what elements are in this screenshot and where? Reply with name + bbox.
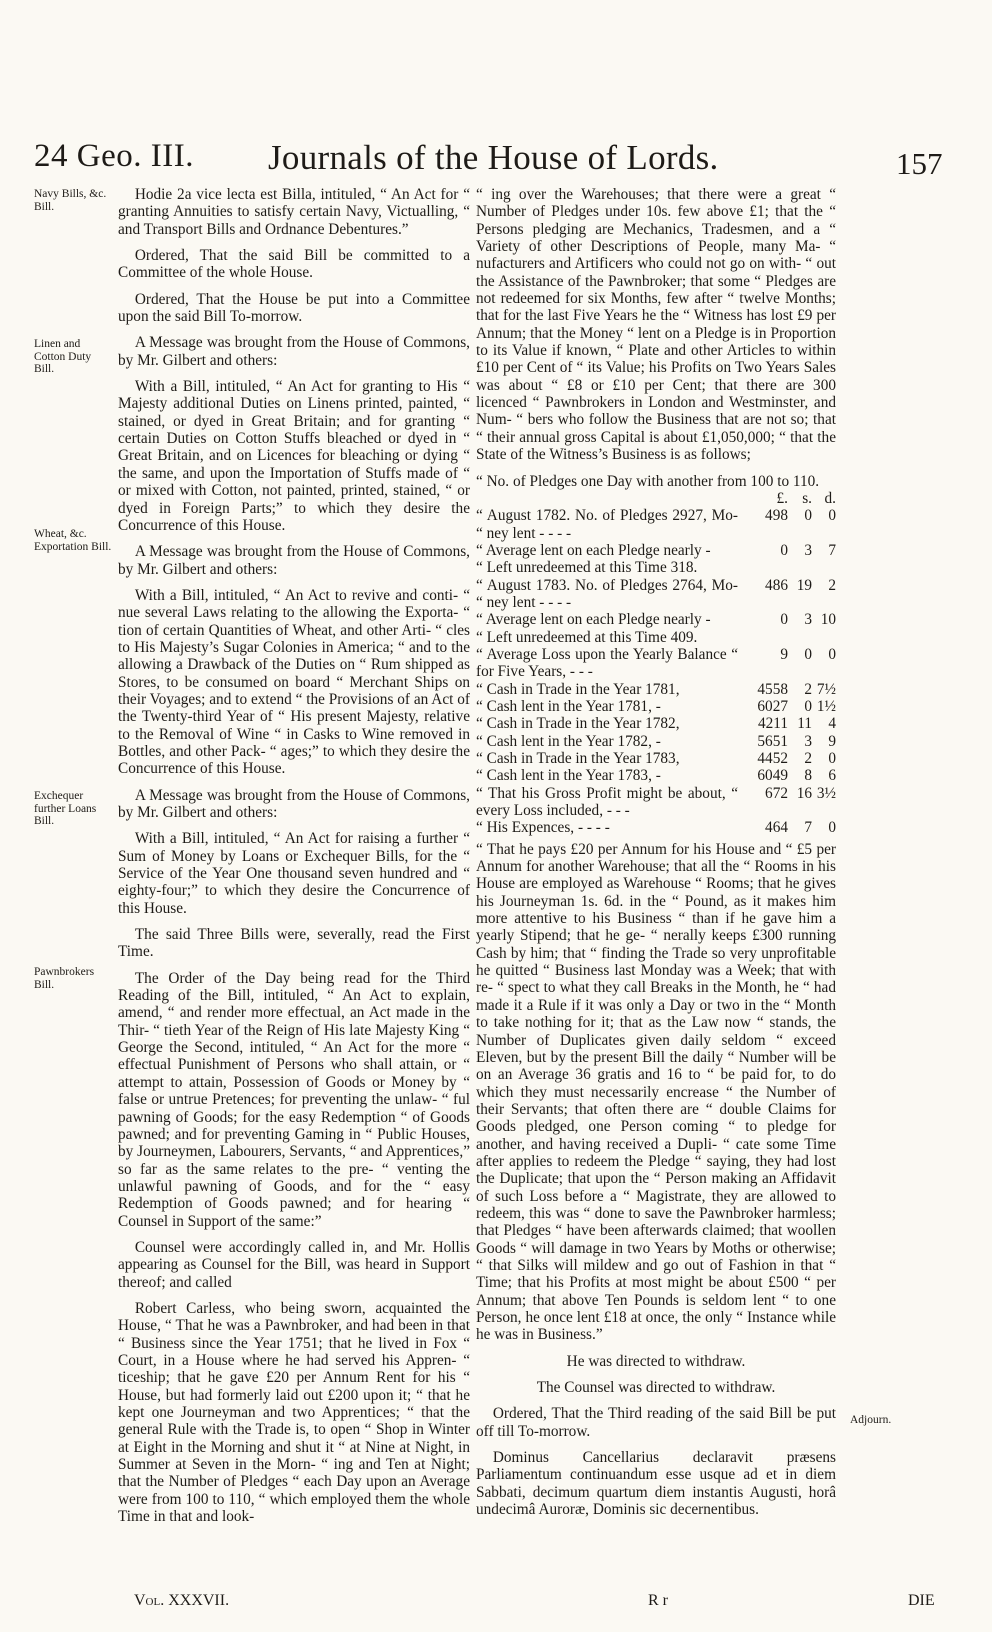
shillings-cell [788, 559, 812, 576]
paragraph: With a Bill, intituled, “ An Act for granting to His “ Majesty additional Duties on Linens printed, painted, “ stained, or dyed in Great Britain; and for granting “ certain Duties on Cotton Stuffs bleached or dyed in “ Great Britain, and on Licences for bleaching or dying “ the same, and upon the Importation of Stuffs made of “ or mixed with Cotton, not painted, printed, stained, “ or dyed in Foreign Parts;” to which they desire the Concurrence of this House. [118, 378, 470, 534]
paragraph: Counsel were accordingly called in, and Mr. Hollis appearing as Counsel for the Bill, was heard in Support thereof; and called [118, 1238, 470, 1291]
account-row [476, 733, 836, 750]
withdraw-line: He was directed to withdraw. [566, 1352, 746, 1370]
volume-label: Vol. XXXVII. [134, 1592, 230, 1609]
pounds-cell [738, 629, 788, 646]
account-table [476, 490, 836, 837]
pounds-cell: 486 [765, 576, 788, 594]
running-header-left: 24 Geo. III. [34, 138, 194, 174]
shillings-cell: 3 [804, 732, 812, 750]
paragraph: “ ing over the Warehouses; that there were a great “ Number of Pledges under 10s. few above £1; that the “ Persons pledging are Mechanics, Tradesmen, and a “ Variety of other Descriptions of People, many Ma- “ nufacturers and Artificers who could not go on with- “ out the Assistance of the Pawnbroker; that some “ Pledges are not redeemed for six Months, few after “ twelve Months; that for the last Five Years he the “ Witness has lost £9 per Annum; that the Money “ lent on a Pledge is in Proportion to its Value if known, “ Plate and other Articles to within £10 per Cent of “ its Value; his Profits on Two Years Sales was about “ £8 or £10 per Cent; that there are 300 licenced “ Pawnbrokers in London and Westminster, and Num- “ bers who follow the Business that are not so; that “ their annual gross Capital is about £1,050,000; “ that the State of the Witness’s Business is as follows; [476, 186, 836, 464]
pounds-cell: 6027 [757, 697, 788, 715]
pence-cell: 6 [828, 767, 836, 785]
account-row [476, 559, 836, 576]
pence-cell: 0 [828, 507, 836, 525]
paragraph: “ That he pays £20 per Annum for his House and “ £5 per Annum for another Warehouse; that all the “ Rooms in his House are employed as Warehouse “ Rooms; that he gives his Journeyman 1s. 6d. in the “ Pound, as it makes him more attentive to his Business “ than if he gave him a yearly Stipend; that he ge- “ nerally keeps £300 running Cash by him; that “ finding the Trade so very unprofitable he quitted “ Business last Monday was a Week; that with re- “ spect to what they call Breaks in the Month, he “ had made it a Rule if it was only a Day or two in the “ Month to take nothing for it; that as the Law now “ stands, the Number of Duplicates given daily seldom “ exceed Eleven, but by the present Bill the daily “ Number will be on an Average 36 gratis and 16 to “ be paid for, to do which they must necessarily encrease “ the Number of their Servants; that often there are “ double Claims for Goods pledged, one Person coming “ to pledge for another, and having received a Dupli- “ cate some Time after applies to redeem the Pledge “ saying, they had lost the Duplicate; that upon the “ Person making an Affidavit of such Loss before a “ Magistrate, they are allowed to redeem, this was “ done to save the Pawnbroker harmless; that Pledges “ have been afterwards claimed; that woollen Goods “ will damage in two Years by Moths or otherwise; “ that Silks will mildew and go out of Fashion in that “ Time; that his Profits at most might be about £500 “ per Annum; that above Ten Pounds is seldom lent “ to one Person, he once lent £18 at once, the only “ Instance while he was in Business.” [476, 840, 836, 1344]
account-row [476, 646, 836, 681]
pounds-cell [738, 559, 788, 576]
lab: “ August 1782. No. of Pledges 2927, Mo- “ ney lent - - - - [476, 507, 738, 542]
shillings-cell: 2 [804, 680, 812, 698]
paragraph: With a Bill, intituled, “ An Act for raising a further “ Sum of Money by Loans or Exchequer Bills, for the “ Service of the Year One thousand seven hundred and “ eighty-four;” to which they desire the Concurrence of this House. [118, 830, 470, 917]
pence-cell: 2 [828, 576, 836, 594]
paragraph: Ordered, That the House be put into a Committee upon the said Bill To-morrow. [118, 290, 470, 326]
pounds-cell: 5651 [757, 732, 788, 750]
shillings-cell: 0 [804, 645, 812, 663]
shillings-cell: 3 [804, 541, 812, 559]
pounds-cell: 4558 [757, 680, 788, 698]
lab: “ Cash in Trade in the Year 1782, [476, 715, 680, 733]
account-row [476, 785, 836, 820]
pence-cell [812, 559, 836, 576]
paragraph: The Order of the Day being read for the Third Reading of the Bill, intituled, “ An Act to explain, amend, “ and render more effectual, an Act made in the Thir- “ tieth Year of the Reign of His late Majesty King “ George the Second, intituled, “ An Act for the more “ effectual Punishment of Persons who shall attain, or “ attempt to attain, Possession of Goods or Money by “ false or untrue Pretences; for preventing the unlaw- “ ful pawning of Goods; for the easy Redemption “ of Goods pawned; and for preventing Gaming in “ Public Houses, by Journeymen, Labourers, Servants, “ and Apprentices,” so far as the same relates to the pre- “ venting the unlawful pawning of Goods, and for the “ easy Redemption of Goods pawned; and for hearing “ Counsel in Support of the same:” [118, 969, 470, 1230]
pounds-cell: 464 [765, 819, 788, 837]
lab: “ Average lent on each Pledge nearly - [476, 611, 711, 629]
paragraph: With a Bill, intituled, “ An Act to revive and conti- “ nue several Laws relating to the allowing the Exporta- “ tion of certain Quantities of Wheat, and other Arti- “ cles to His Majesty’s Sugar Colonies in America; “ and to the allowing a Drawback of the Duties on “ Rum shipped as Stores, to be consumed on board “ Merchant Ships on their Voyages; and to extend “ the Provisions of an Act of the Twenty-third Year of “ His present Majesty, relative to the Removal of Wine “ in Casks to Wine removed in Bottles, and other Pack- “ ages;” to which they desire the Concurrence of this House. [118, 586, 470, 778]
lab: “ Left unredeemed at this Time 318. [476, 559, 698, 577]
paragraph: Robert Carless, who being sworn, acquainted the House, “ That he was a Pawnbroker, and had been in that “ Business since the Year 1751; that he lived in Fox “ Court, in a House where he had served his Appren- “ ticeship; that he gave £20 per Annum Rent for his “ House, but had formerly laid out £200 upon it; “ that he kept one Journeyman and two Apprentices; “ that the general Rule with the Trade is, to open “ Shop in Winter at Eight in the Morning and shut it “ at Nine at Night, in Summer at Seven in the Morn- “ ing and Ten at Night; that the Number of Pledges “ each Day upon an Average were from 100 to 110, “ which employed them the whole Time in that and look- [118, 1299, 470, 1526]
pence-cell: 7 [828, 541, 836, 559]
account-row [476, 715, 836, 732]
page-number: 157 [896, 146, 943, 181]
lab: “ That his Gross Profit might be about, “ every Loss included, - - - [476, 784, 738, 820]
account-row [476, 629, 836, 646]
shillings-cell: 0 [804, 507, 812, 525]
pence-cell: 9 [828, 732, 836, 750]
pledges-line: “ No. of Pledges one Day with another from 100 to 110. [476, 472, 820, 490]
paragraph: A Message was brought from the House of Commons, by Mr. Gilbert and others: [118, 334, 470, 369]
pounds-cell: 4452 [757, 750, 788, 767]
margin-note-pawnbrokers: Pawnbrokers Bill. [34, 966, 95, 991]
paragraph: Ordered, That the said Bill be committed to a Committee of the whole House. [118, 247, 470, 282]
shillings-cell: 3 [804, 611, 812, 629]
account-row [476, 698, 836, 715]
paragraph: Hodie 2a vice lecta est Billa, intituled, “ An Act for “ granting Annuities to satisfy certain Navy, Victualling, “ and Transport Bills and Ordnance Debentures.” [118, 186, 470, 238]
pounds-cell: 0 [780, 541, 788, 559]
shillings-header: s. [802, 489, 812, 507]
adjournment-paragraph: Dominus Cancellarius declaravit præsens Parliamentum continuandum esse usque ad et in diem Sabbati, decimum quartum diem instantis Augusti, horâ undecimâ Auroræ, Dominis sic decernentibus. [476, 1449, 836, 1519]
pence-cell: 7½ [816, 680, 836, 698]
shillings-cell: 7 [804, 819, 812, 837]
pounds-cell: 672 [765, 784, 788, 802]
margin-note-exchequer: Exchequer further Loans Bill. [34, 790, 97, 827]
right-column [476, 186, 836, 1527]
paragraph: A Message was brought from the House of Commons, by Mr. Gilbert and others: [118, 786, 470, 821]
pounds-header: £. [776, 489, 788, 507]
pence-cell: 0 [828, 750, 836, 767]
pence-cell: 1½ [816, 697, 836, 715]
pence-cell: 0 [828, 819, 836, 837]
paragraph: Ordered, That the Third reading of the said Bill be put off till To-morrow. [476, 1405, 836, 1440]
lab: “ Average lent on each Pledge nearly - [476, 541, 711, 559]
left-column [118, 186, 470, 1534]
shillings-cell: 0 [804, 697, 812, 715]
lab: “ Average Loss upon the Yearly Balance “ for Five Years, - - - [476, 645, 738, 681]
account-row [476, 767, 836, 784]
account-header-row [476, 490, 836, 507]
lab: “ Left unredeemed at this Time 409. [476, 628, 698, 646]
running-header-title: Journals of the House of Lords. [268, 138, 719, 177]
paragraph: A Message was brought from the House of Commons, by Mr. Gilbert and others: [118, 543, 470, 578]
pence-cell: 3½ [816, 784, 836, 802]
account-row [476, 750, 836, 767]
shillings-cell: 2 [804, 750, 812, 767]
margin-note-linen-cotton: Linen and Cotton Duty Bill. [34, 338, 92, 375]
lab: “ His Expences, - - - - [476, 819, 610, 837]
pounds-cell: 4211 [757, 715, 788, 733]
lab: “ August 1783. No. of Pledges 2764, Mo- “ ney lent - - - - [476, 576, 738, 611]
pounds-cell: 9 [780, 645, 788, 663]
shillings-cell: 16 [796, 784, 812, 802]
counsel-withdraw-line: The Counsel was directed to withdraw. [536, 1379, 776, 1397]
pence-cell [812, 629, 836, 646]
signature-mark: R r [648, 1592, 668, 1609]
account-row [476, 577, 836, 612]
shillings-cell: 8 [804, 767, 812, 785]
account-row [476, 542, 836, 559]
shillings-cell: 11 [797, 715, 812, 733]
margin-note-adjourn: Adjourn. [850, 1414, 892, 1426]
margin-note-wheat: Wheat, &c. Exportation Bill. [34, 528, 112, 553]
paragraph: The said Three Bills were, severally, read the First Time. [118, 926, 470, 961]
lab: “ Cash lent in the Year 1782, - [476, 732, 661, 750]
shillings-cell [788, 629, 812, 646]
pence-cell: 4 [828, 715, 836, 733]
margin-note-navy-bills: Navy Bills, &c. Bill. [34, 188, 107, 213]
catchword: DIE [908, 1592, 935, 1609]
account-row [476, 681, 836, 698]
lab: “ Cash in Trade in the Year 1781, [476, 680, 680, 698]
pence-cell: 0 [828, 645, 836, 663]
lab: “ Cash in Trade in the Year 1783, [476, 750, 680, 767]
account-row [476, 819, 836, 836]
pounds-cell: 498 [765, 507, 788, 525]
lab: “ Cash lent in the Year 1783, - [476, 767, 661, 785]
lab: “ Cash lent in the Year 1781, - [476, 697, 661, 715]
pounds-cell: 6049 [757, 767, 788, 785]
pence-header: d. [824, 489, 836, 507]
pounds-cell: 0 [780, 611, 788, 629]
account-row [476, 507, 836, 542]
account-row [476, 611, 836, 628]
shillings-cell: 19 [796, 576, 812, 594]
pence-cell: 10 [820, 611, 836, 629]
